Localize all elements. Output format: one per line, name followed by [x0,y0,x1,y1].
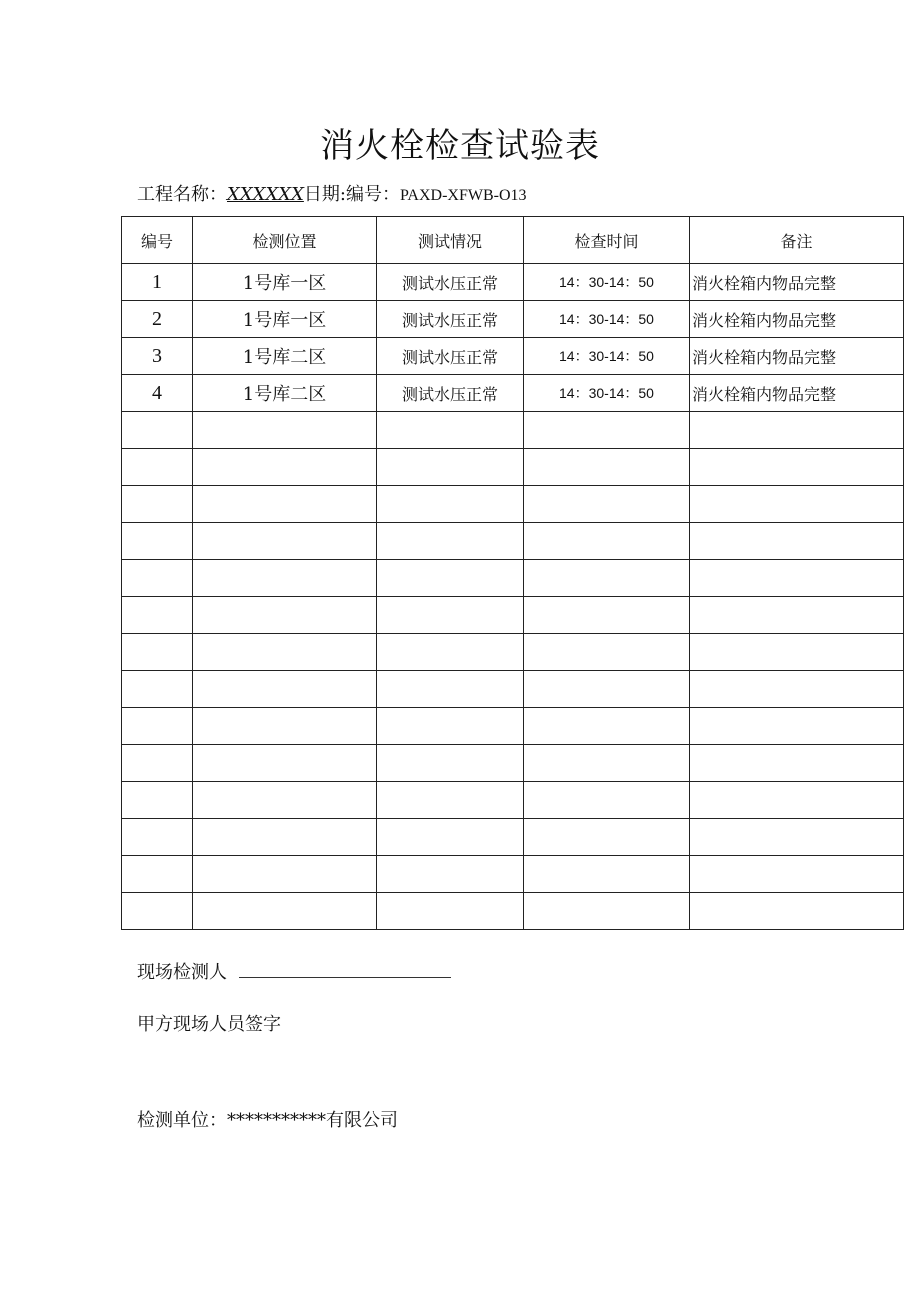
cell-test: 测试水压正常 [377,338,524,375]
empty-cell [690,597,904,634]
empty-cell [193,893,377,930]
empty-cell [193,745,377,782]
empty-cell [690,523,904,560]
empty-row [122,819,904,856]
page-title: 消火栓检查试验表 [320,126,600,166]
empty-row [122,745,904,782]
empty-cell [524,708,690,745]
empty-cell [122,412,193,449]
empty-cell [377,819,524,856]
unit-value: ***********有限公司 [227,1110,398,1131]
cell-note: 消火栓箱内物品完整 [690,264,904,301]
empty-cell [690,560,904,597]
empty-cell [377,486,524,523]
project-label: 工程名称： [137,184,227,205]
empty-cell [524,671,690,708]
empty-cell [193,412,377,449]
cell-no: 4 [122,375,193,412]
empty-cell [377,560,524,597]
empty-cell [122,523,193,560]
empty-row [122,412,904,449]
empty-cell [122,671,193,708]
unit-line [137,1106,398,1132]
info-line [137,180,527,206]
empty-cell [377,782,524,819]
empty-cell [690,782,904,819]
table-row [122,301,904,338]
empty-row [122,449,904,486]
header-note: 备注 [690,217,904,264]
cell-no: 3 [122,338,193,375]
empty-cell [193,597,377,634]
empty-row [122,486,904,523]
empty-row [122,597,904,634]
cell-location: 1号库二区 [193,375,377,412]
empty-cell [122,708,193,745]
empty-row [122,856,904,893]
empty-cell [122,745,193,782]
empty-row [122,893,904,930]
empty-cell [524,560,690,597]
empty-cell [524,745,690,782]
empty-cell [690,412,904,449]
inspector-label: 现场检测人 [137,962,227,983]
cell-location: 1号库一区 [193,301,377,338]
inspection-table [121,216,904,930]
inspector-signature-field[interactable] [239,959,451,978]
empty-cell [193,819,377,856]
empty-cell [690,708,904,745]
inspector-line [137,958,451,984]
empty-cell [690,819,904,856]
empty-cell [524,893,690,930]
cell-test: 测试水压正常 [377,375,524,412]
empty-cell [524,782,690,819]
empty-cell [122,782,193,819]
empty-cell [377,745,524,782]
cell-location: 1号库二区 [193,338,377,375]
empty-cell [193,560,377,597]
empty-cell [524,486,690,523]
cell-location: 1号库一区 [193,264,377,301]
header-test: 测试情况 [377,217,524,264]
empty-cell [122,634,193,671]
date-label: 日期: [303,184,346,205]
table-row [122,375,904,412]
empty-cell [377,523,524,560]
empty-cell [377,449,524,486]
empty-row [122,634,904,671]
empty-cell [193,856,377,893]
code-value: PAXD-XFWB-O13 [399,187,527,204]
cell-time: 14：30-14：50 [524,301,690,338]
unit-label: 检测单位： [137,1110,227,1131]
project-value: XXXXXX [227,184,304,205]
signature-line [137,1010,281,1036]
empty-row [122,708,904,745]
empty-cell [690,671,904,708]
cell-time: 14：30-14：50 [524,264,690,301]
table-header-row [122,217,904,264]
empty-cell [377,671,524,708]
empty-cell [193,671,377,708]
empty-cell [377,634,524,671]
cell-note: 消火栓箱内物品完整 [690,338,904,375]
empty-cell [193,634,377,671]
header-location: 检测位置 [193,217,377,264]
empty-cell [193,486,377,523]
empty-cell [122,449,193,486]
empty-cell [524,634,690,671]
empty-cell [524,449,690,486]
cell-test: 测试水压正常 [377,264,524,301]
empty-cell [122,597,193,634]
empty-cell [524,856,690,893]
cell-note: 消火栓箱内物品完整 [690,375,904,412]
cell-note: 消火栓箱内物品完整 [690,301,904,338]
empty-cell [524,819,690,856]
code-label: 编号： [345,184,400,205]
empty-cell [122,856,193,893]
cell-time: 14：30-14：50 [524,375,690,412]
empty-cell [690,486,904,523]
cell-no: 1 [122,264,193,301]
signature-label: 甲方现场人员签字 [137,1014,281,1035]
empty-cell [122,893,193,930]
empty-cell [524,412,690,449]
empty-row [122,671,904,708]
empty-cell [377,893,524,930]
empty-cell [193,449,377,486]
empty-cell [377,708,524,745]
cell-test: 测试水压正常 [377,301,524,338]
empty-cell [690,745,904,782]
header-no: 编号 [122,217,193,264]
header-time: 检查时间 [524,217,690,264]
empty-cell [377,597,524,634]
empty-cell [690,856,904,893]
empty-cell [122,486,193,523]
empty-cell [377,856,524,893]
empty-row [122,782,904,819]
empty-cell [193,782,377,819]
empty-cell [690,634,904,671]
empty-cell [193,708,377,745]
cell-no: 2 [122,301,193,338]
empty-row [122,523,904,560]
empty-cell [122,560,193,597]
empty-cell [122,819,193,856]
table-row [122,338,904,375]
empty-cell [193,523,377,560]
empty-cell [690,449,904,486]
empty-row [122,560,904,597]
empty-cell [524,597,690,634]
empty-cell [377,412,524,449]
empty-cell [690,893,904,930]
table-row [122,264,904,301]
empty-cell [524,523,690,560]
cell-time: 14：30-14：50 [524,338,690,375]
